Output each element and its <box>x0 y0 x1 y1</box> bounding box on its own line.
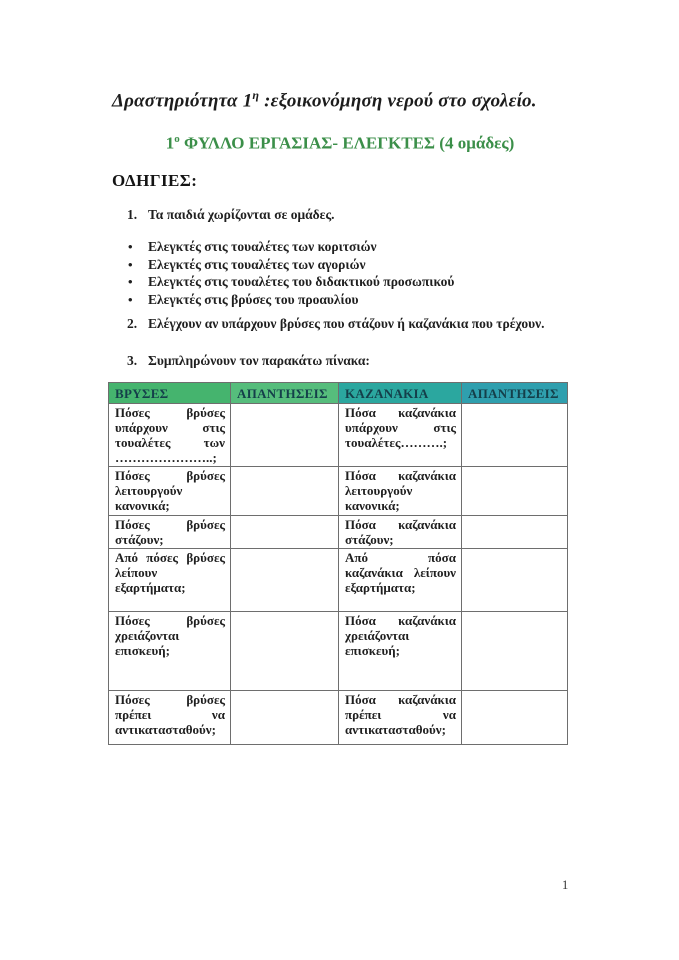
table-row <box>109 691 568 745</box>
cistern-question: Πόσα καζανάκια υπάρχουν στις τουαλέτες……….; <box>339 404 462 467</box>
col-header-faucets: ΒΡΥΣΕΣ <box>109 383 231 404</box>
table-row <box>109 516 568 549</box>
cistern-answer-cell <box>462 467 568 516</box>
faucet-answer-cell <box>231 404 339 467</box>
worksheet-subtitle-prefix: 1 <box>165 133 175 153</box>
step-3-number: 3. <box>127 353 138 368</box>
table-row <box>109 404 568 467</box>
cistern-question: Από πόσα καζανάκια λείπουν εξαρτήματα; <box>339 549 462 612</box>
worksheet-subtitle-superscript: ο <box>174 133 180 145</box>
page-number: 1 <box>562 878 569 892</box>
col-header-answers-cisterns: ΑΠΑΝΤΗΣΕΙΣ <box>462 383 568 404</box>
col-header-answers-faucets: ΑΠΑΝΤΗΣΕΙΣ <box>231 383 339 404</box>
faucet-question: Πόσες βρύσες στάζουν; <box>109 516 231 549</box>
table-row <box>109 612 568 691</box>
worksheet-subtitle <box>113 133 567 154</box>
table-row <box>109 549 568 612</box>
faucet-question: Πόσες βρύσες πρέπει να αντικατασταθούν; <box>109 691 231 745</box>
instructions-heading: ΟΔΗΓΙΕΣ: <box>112 171 198 190</box>
list-item-label: Ελεγκτές στις τουαλέτες των κοριτσιών <box>148 239 377 254</box>
table-header-row <box>109 383 568 404</box>
step-1-text: Τα παιδιά χωρίζονται σε ομάδες. <box>148 207 335 222</box>
cistern-question: Πόσα καζανάκια πρέπει να αντικατασταθούν; <box>339 691 462 745</box>
list-item-label: Ελεγκτές στις τουαλέτες του διδακτικού προσωπικού <box>148 274 455 289</box>
cistern-answer-cell <box>462 612 568 691</box>
step-2-text: Ελέγχουν αν υπάρχουν βρύσες που στάζουν ή καζανάκια που τρέχουν. <box>148 316 545 331</box>
bullet-icon: • <box>128 239 133 254</box>
bullet-icon: • <box>128 256 133 272</box>
step-1 <box>127 205 567 225</box>
col-header-cisterns: ΚΑΖΑΝΑΚΙΑ <box>339 383 462 404</box>
faucet-question: Πόσες βρύσες λειτουργούν κανονικά; <box>109 467 231 516</box>
list-item-staff-toilets <box>127 273 567 291</box>
activity-title-rest: :εξοικονόμηση νερού στο σχολείο. <box>259 90 537 112</box>
list-item-label: Ελεγκτές στις βρύσες του προαυλίου <box>148 291 359 307</box>
list-item-girls-toilets <box>127 238 567 256</box>
cistern-question: Πόσα καζανάκια χρειάζονται επισκευή; <box>339 612 462 691</box>
worksheet-subtitle-rest: ΦΥΛΛΟ ΕΡΓΑΣΙΑΣ- ΕΛΕΓΚΤΕΣ (4 ομάδες) <box>179 133 515 153</box>
inspector-groups-list <box>127 238 567 308</box>
step-2 <box>127 314 568 334</box>
faucet-question: Από πόσες βρύσες λείπουν εξαρτήματα; <box>109 549 231 612</box>
faucet-answer-cell <box>231 516 339 549</box>
table-row <box>109 467 568 516</box>
survey-table <box>108 382 568 745</box>
list-item-label: Ελεγκτές στις τουαλέτες των αγοριών <box>148 256 366 272</box>
bullet-icon: • <box>128 291 133 307</box>
activity-title <box>112 88 582 112</box>
step-2-number: 2. <box>127 316 138 331</box>
list-item-yard-faucets <box>127 291 567 309</box>
step-1-number: 1. <box>127 207 138 222</box>
cistern-question: Πόσα καζανάκια λειτουργούν κανονικά; <box>339 467 462 516</box>
cistern-answer-cell <box>462 404 568 467</box>
step-3-text: Συμπληρώνουν τον παρακάτω πίνακα: <box>148 353 370 368</box>
activity-title-superscript: η <box>252 88 260 102</box>
activity-title-prefix: Δραστηριότητα 1 <box>112 90 253 112</box>
step-3 <box>127 351 567 371</box>
cistern-question: Πόσα καζανάκια στάζουν; <box>339 516 462 549</box>
cistern-answer-cell <box>462 516 568 549</box>
faucet-question: Πόσες βρύσες χρειάζονται επισκευή; <box>109 612 231 691</box>
cistern-answer-cell <box>462 691 568 745</box>
faucet-answer-cell <box>231 612 339 691</box>
bullet-icon: • <box>128 274 133 289</box>
cistern-answer-cell <box>462 549 568 612</box>
faucet-question: Πόσες βρύσες υπάρχουν στις τουαλέτες των …………………..; <box>109 404 231 467</box>
faucet-answer-cell <box>231 467 339 516</box>
list-item-boys-toilets <box>127 256 567 274</box>
faucet-answer-cell <box>231 549 339 612</box>
faucet-answer-cell <box>231 691 339 745</box>
